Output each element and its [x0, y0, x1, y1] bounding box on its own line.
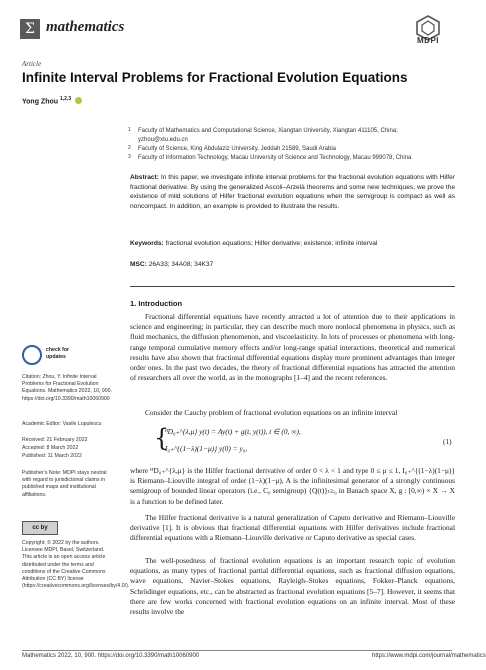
- author-line: [22, 96, 82, 105]
- article-type: Article: [22, 60, 42, 68]
- check-for-updates-icon[interactable]: [22, 345, 42, 365]
- intro-paragraph-2: Consider the Cauchy problem of fractional evolution equations on an infinite interval: [145, 408, 398, 417]
- accepted-date: Accepted: 8 March 2022: [22, 445, 79, 451]
- received-date: Received: 21 February 2022: [22, 437, 88, 443]
- keywords-text: fractional evolution equations; Hilfer derivative; existence; infinite interval: [165, 240, 378, 247]
- published-date: Published: 11 March 2022: [22, 453, 82, 459]
- mdpi-hexagon-icon: [403, 15, 453, 37]
- affiliation-3: Faculty of Information Technology, Macau University of Science and Technology, Macau 999078, China: [138, 155, 412, 161]
- publisher-logo: [403, 15, 453, 47]
- msc-text: 26A33; 34A08; 34K37: [148, 261, 214, 268]
- journal-name: mathematics: [46, 19, 125, 35]
- equation-line-2: I₀₊^{(1−λ)(1−μ)} y(0) = y₀,: [165, 444, 248, 453]
- msc-label: MSC:: [130, 261, 147, 268]
- citation: Citation: Zhou, Y. Infinite Interval Problems for Fractional Evolution Equations. Mathematics 2022, 10, 900. https://doi.org/10.3390/math10060900: [22, 374, 112, 402]
- journal-logo: Σ: [20, 19, 40, 39]
- cc-license-icon[interactable]: cc by: [22, 521, 58, 535]
- publisher-name: MDPI: [417, 36, 439, 45]
- section-divider: [130, 286, 455, 287]
- affiliation-number-3: 3: [128, 154, 131, 160]
- equation-line-1: ᴴD₀₊^{λ,μ} y(t) = Ay(t) + g(t, y(t)), t ∈ (0, ∞),: [165, 427, 301, 436]
- check-label-line-2: updates: [46, 353, 66, 360]
- section-title: 1. Introduction: [130, 299, 183, 308]
- keywords: [130, 239, 455, 248]
- check-for-updates-label[interactable]: [46, 347, 69, 360]
- academic-editor: Academic Editor: Vasile Lupulescu: [22, 421, 102, 427]
- copyright-notice: Copyright: © 2022 by the authors. Licensee MDPI, Basel, Switzerland. This article is an open access article distributed under the terms and conditions of the Creative Commons Attribution (CC BY) license (https://creativecommons.org/licenses/by/4.0/).: [22, 540, 130, 590]
- footer-citation[interactable]: Mathematics 2022, 10, 900. https://doi.org/10.3390/math10060900: [22, 653, 200, 659]
- abstract: [130, 173, 455, 211]
- intro-paragraph-5: The well-posedness of fractional evolution equations is an important research topic of evolution equations, as many types of fractional partial differential equations, such as fractional diffusion equations, wave equations, Navier–Stokes equations, Rayleigh–Stokes equations, Fokker–Planck equations, Schrödinger equations, etc., can be abstracted as fractional evolution equations [5–7]. However, it seems that there are few works concerned with fractional evolution equations on an infinite interval. Most of these results involve the: [130, 556, 455, 617]
- affiliation-1: Faculty of Mathematics and Computational Science, Xiangtan University, Xiangtan 411105, China;: [138, 128, 398, 134]
- footer-divider: [22, 650, 452, 651]
- check-label-line-1: check for: [46, 347, 70, 353]
- intro-paragraph-1: Fractional differential equations have recently attracted a lot of attention due to their applications in science and engineering; in particular, they can describe much more nonlocal phenomena in physics, such as fluid mechanics, the diffusion phenomenon, and viscoelasticity. In lots of processes or phenomena with long-range temporal cumulative memory effects and/or long-range spatial interactions, theoretical and numerical results have also shown that fractional differential equations display more prominent advantages than integer order ones. In the past two decades, the theory of fractional differential equations has attracted the attention of researchers all over the world, as in the monographs [1–4] and the recent references.: [130, 312, 455, 383]
- affiliation-2: Faculty of Science, King Abdulaziz University, Jeddah 21589, Saudi Arabia: [138, 146, 337, 152]
- footer-journal-link[interactable]: https://www.mdpi.com/journal/mathematics: [372, 653, 486, 659]
- intro-paragraph-4: The Hilfer fractional derivative is a natural generalization of Caputo derivative and Riemann–Liouville derivative [1]. It is obvious that fractional differential equations with Hilfer derivatives include fractional differential equations with a Riemann–Liouville derivative or Caputo derivative as special cases.: [130, 513, 455, 543]
- keywords-label: Keywords:: [130, 240, 164, 247]
- author-email[interactable]: yzhou@xtu.edu.cn: [138, 137, 188, 143]
- paper-title: Infinite Interval Problems for Fractional Evolution Equations: [22, 70, 408, 85]
- msc-codes: [130, 261, 213, 268]
- author-name: Yong Zhou: [22, 98, 59, 106]
- intro-paragraph-3: where ᴴD₀₊^{λ,μ} is the Hilfer fractional derivative of order 0 < λ < 1 and type 0 ≤ μ ≤ 1, I₀₊^{(1−λ)(1−μ)} is Riemann–Liouville integral of order (1−λ)(1−μ), A is the infinitesimal generator of a strongly continuous semigroup of bounded linear operators (i.e., C₀ semigroup) {Q(t)}ₜ≥₀ in Banach space X, g : [0,∞) × X → X is a function to be defined later.: [130, 466, 455, 506]
- orcid-icon[interactable]: [75, 97, 82, 104]
- publisher-note: Publisher’s Note: MDPI stays neutral with regard to jurisdictional claims in published maps and institutional affiliations.: [22, 470, 107, 498]
- affiliation-number-2: 2: [128, 145, 131, 151]
- author-affiliation-marks: 1,2,3: [59, 96, 72, 102]
- equation-number: (1): [443, 437, 452, 446]
- abstract-label: Abstract:: [130, 174, 159, 181]
- abstract-text: In this paper, we investigate infinite interval problems for the fractional evolution equations with Hilfer fractional derivative. By using the generalized Ascoli–Arzelà theorems and some new techniques, we prove the existence of mild solutions of Hilfer fractional evolution equations when the semigroup is compact as well as noncompact. In addition, an example is provided to illustrate the results.: [130, 174, 455, 210]
- equation-brace: {: [154, 424, 170, 452]
- affiliation-number-1: 1: [128, 127, 131, 133]
